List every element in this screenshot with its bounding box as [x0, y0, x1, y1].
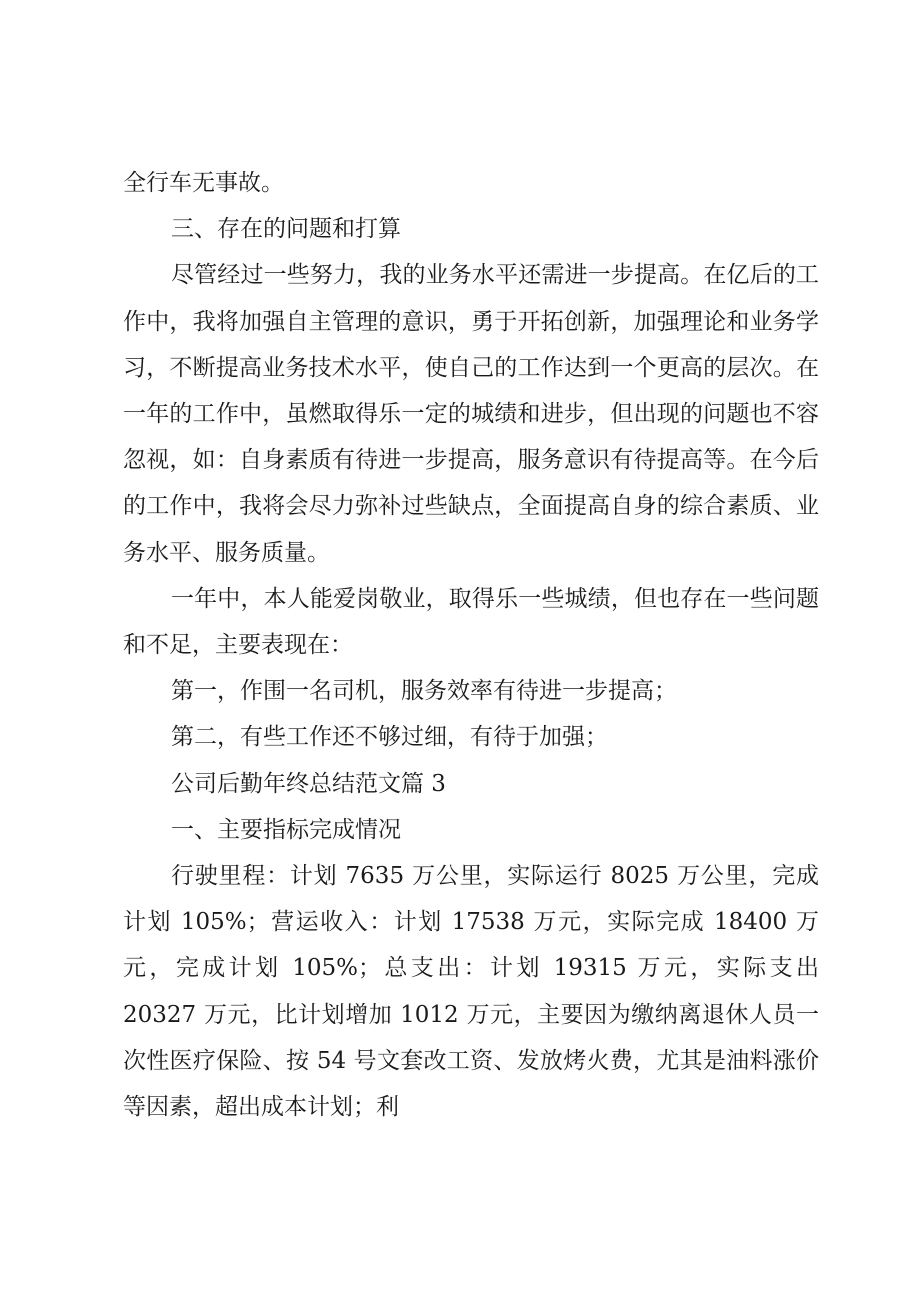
- paragraph-improvement: 尽管经过一些努力，我的业务水平还需进一步提高。在亿后的工作中，我将加强自主管理的意识，勇于开拓创新，加强理论和业务学习，不断提高业务技术水平，使自己的工作达到一个更高的层次。在一年的工作中，虽燃取得乐一定的城绩和进步，但出现的问题也不容忽视，如：自身素质有待进一步提高，服务意识有待提高等。在今后的工作中，我将会尽力弥补过些缺点，全面提高自身的综合素质、业务水平、服务质量。: [123, 262, 819, 566]
- paragraph-indicators: 行驶里程：计划 7635 万公里，实际运行 8025 万公里，完成计划 105%；营运收入：计划 17538 万元，实际完成 18400 万元，完成计划 105%；总支出：计划 19315 万元，实际支出 20327 万元，比计划增加 1012 万元，主要因为缴纳离退休人员一次性医疗保险、按 54 号文套改工资、发放烤火费，尤其是油料涨价等因素，超出成本计划；利: [123, 863, 819, 1121]
- section-heading-indicators: 一、主要指标完成情况: [171, 816, 401, 843]
- paragraph-year-summary: 一年中，本人能爱岗敬业，取得乐一些城绩，但也存在一些问题和不足，主要表现在：: [123, 585, 819, 659]
- list-item-second: 第二，有些工作还不够过细，有待于加强；: [171, 724, 608, 751]
- section-heading-problems-plans: 三、存在的问题和打算: [171, 216, 401, 243]
- paragraph-continuation: 全行车无事故。: [123, 170, 284, 196]
- list-item-first: 第一，作围一名司机，服务效率有待进一步提高；: [171, 678, 677, 705]
- document-body: [123, 160, 819, 1130]
- article-title: 公司后勤年终总结范文篇 3: [171, 770, 446, 797]
